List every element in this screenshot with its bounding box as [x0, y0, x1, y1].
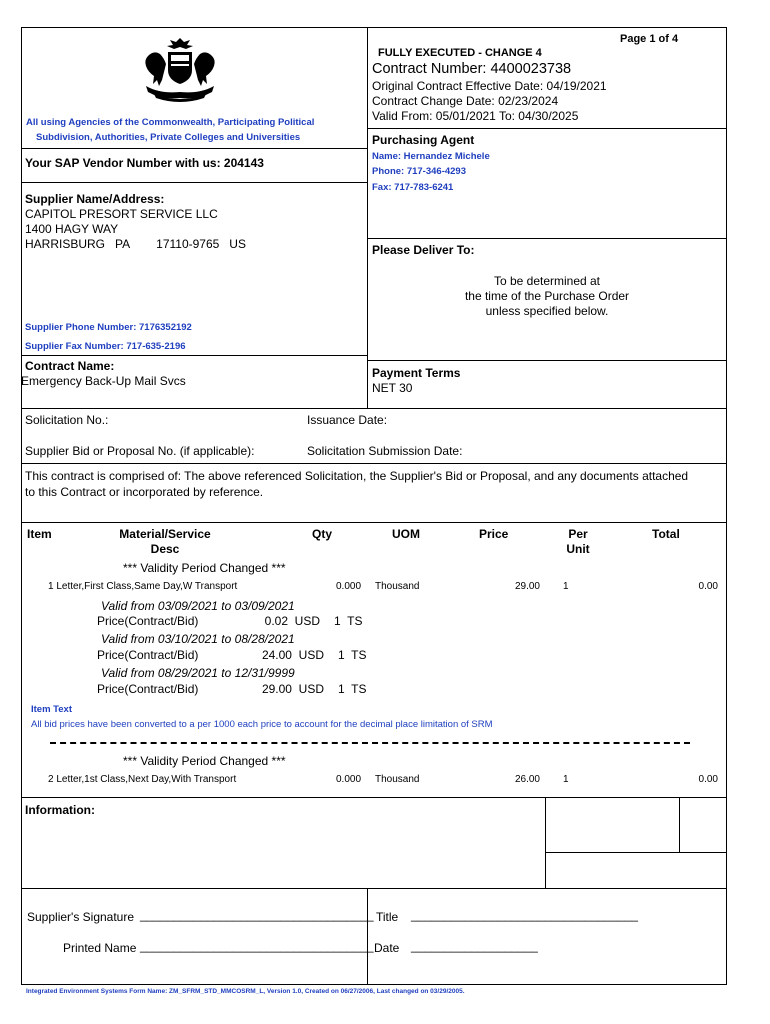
col-desc-header: Desc: [150, 542, 180, 556]
solicitation-number: Solicitation No.:: [25, 413, 109, 427]
form-footer: Integrated Environment Systems Form Name: ZM_SFRM_STD_MMCOSRM_L, Version 1.0, Created on 06/27/2006, Last changed on 03/29/2005.: [26, 988, 465, 995]
item1-per: 1: [563, 581, 569, 592]
divider-comprised: [21, 463, 727, 464]
item1-qty: 0.000: [336, 581, 362, 592]
supplier-signature-blank[interactable]: ___________________________________: [140, 908, 374, 922]
sap-vendor-number: Your SAP Vendor Number with us: 204143: [25, 156, 264, 170]
commonwealth-seal-icon: [140, 36, 220, 102]
agencies-line1: All using Agencies of the Commonwealth, Participating Political: [26, 117, 315, 128]
item-separator: [50, 742, 690, 744]
divider-deliver: [367, 360, 727, 361]
contract-change-date: Contract Change Date: 02/23/2024: [372, 94, 559, 108]
supplier-title: Supplier Name/Address:: [25, 192, 165, 206]
printed-name-blank[interactable]: ___________________________________: [140, 939, 374, 953]
date-blank[interactable]: ___________________: [411, 939, 538, 953]
comprised-line2: to this Contract or incorporated by reference.: [25, 485, 264, 499]
item1-period1-unit: 1 TS: [334, 614, 363, 628]
page-indicator: Page 1 of 4: [620, 33, 679, 45]
validity-changed-2: *** Validity Period Changed ***: [123, 754, 286, 768]
item1-period2-valid: Valid from 03/10/2021 to 08/28/2021: [101, 632, 295, 646]
divider-agencies: [21, 148, 367, 149]
divider-header-right: [367, 128, 727, 129]
divider-contract-name-left: [21, 355, 367, 356]
item1-total: 0.00: [698, 581, 718, 592]
agent-fax: Fax: 717-783-6241: [372, 182, 454, 193]
title-label: Title: [376, 910, 399, 924]
col-item-header: Item: [27, 527, 52, 541]
item1-uom: Thousand: [375, 581, 420, 592]
item1-period1-amount: 0.02 USD: [264, 614, 320, 628]
agent-name: Name: Hernandez Michele: [372, 151, 490, 162]
supplier-signature-label: Supplier's Signature: [27, 910, 135, 924]
divider-info-col1: [545, 797, 546, 888]
divider-signature-mid: [367, 888, 368, 984]
item1-period3-unit: 1 TS: [338, 682, 367, 696]
divider-information: [21, 797, 727, 798]
item1-period3-amount: 29.00 USD: [261, 682, 324, 696]
col-total-header: Total: [652, 527, 680, 541]
supplier-name: CAPITOL PRESORT SERVICE LLC: [25, 207, 218, 221]
col-material-header: Material/Service: [119, 527, 211, 541]
item2-qty: 0.000: [336, 774, 362, 785]
printed-name-label: Printed Name: [63, 941, 137, 955]
agent-phone: Phone: 717-346-4293: [372, 166, 466, 177]
item1-period1-label: Price(Contract/Bid): [97, 614, 199, 628]
purchasing-agent-title: Purchasing Agent: [372, 133, 475, 147]
divider-info-col2: [679, 797, 680, 852]
validity-changed-1: *** Validity Period Changed ***: [123, 561, 286, 575]
supplier-bid-number: Supplier Bid or Proposal No. (if applicable):: [25, 444, 255, 458]
original-effective-date: Original Contract Effective Date: 04/19/2021: [372, 79, 607, 93]
divider-signature: [21, 888, 727, 889]
item1-period2-label: Price(Contract/Bid): [97, 648, 199, 662]
frame-top: [21, 27, 727, 28]
title-blank[interactable]: __________________________________: [411, 908, 638, 922]
item2-per: 1: [563, 774, 569, 785]
payment-terms-value: NET 30: [372, 381, 413, 395]
col-unit-header: Unit: [566, 542, 590, 556]
deliver-title: Please Deliver To:: [372, 243, 475, 257]
information-label: Information:: [25, 803, 95, 817]
item2-price: 26.00: [514, 774, 540, 785]
item2-desc: 2 Letter,1st Class,Next Day,With Transport: [48, 774, 237, 785]
supplier-city: HARRISBURG PA 17110-9765 US: [25, 237, 246, 251]
item1-period3-label: Price(Contract/Bid): [97, 682, 199, 696]
col-qty-header: Qty: [312, 527, 333, 541]
item1-period2-amount: 24.00 USD: [261, 648, 324, 662]
contract-number: Contract Number: 4400023738: [372, 61, 572, 77]
col-per-header: Per: [568, 527, 588, 541]
issuance-date: Issuance Date:: [307, 413, 388, 427]
col-price-header: Price: [479, 527, 509, 541]
divider-info-mid: [545, 852, 727, 853]
item-text: All bid prices have been converted to a per 1000 each price to account for the decimal place limitation of SRM: [31, 719, 493, 730]
deliver-line1: To be determined at: [493, 274, 601, 288]
agencies-line2: Subdivision, Authorities, Private Colleges and Universities: [36, 132, 301, 143]
deliver-line2: the time of the Purchase Order: [464, 289, 630, 303]
divider-solicitation: [21, 408, 727, 409]
valid-dates: Valid From: 05/01/2021 To: 04/30/2025: [372, 109, 579, 123]
frame-right: [726, 27, 727, 985]
item2-uom: Thousand: [375, 774, 420, 785]
divider-sap: [21, 182, 367, 183]
col-uom-header: UOM: [392, 527, 420, 541]
date-label: Date: [374, 941, 400, 955]
solicitation-submission-date: Solicitation Submission Date:: [307, 444, 463, 458]
divider-agent: [367, 238, 727, 239]
deliver-line3: unless specified below.: [485, 304, 609, 318]
comprised-line1: This contract is comprised of: The above referenced Solicitation, the Supplier's Bid or Proposal, and any documents attached: [25, 469, 689, 483]
item1-period2-unit: 1 TS: [338, 648, 367, 662]
item2-total: 0.00: [698, 774, 718, 785]
payment-terms-label: Payment Terms: [372, 366, 461, 380]
item1-period3-valid: Valid from 08/29/2021 to 12/31/9999: [101, 666, 295, 680]
divider-mid: [367, 27, 368, 409]
supplier-phone: Supplier Phone Number: 7176352192: [25, 322, 192, 333]
frame-left: [21, 27, 22, 985]
supplier-fax: Supplier Fax Number: 717-635-2196: [25, 341, 186, 352]
item1-period1-valid: Valid from 03/09/2021 to 03/09/2021: [101, 599, 295, 613]
contract-name-value: Emergency Back-Up Mail Svcs: [21, 374, 186, 388]
frame-bottom: [21, 984, 727, 985]
contract-name-label: Contract Name:: [25, 359, 115, 373]
supplier-street: 1400 HAGY WAY: [25, 222, 119, 236]
item-text-label: Item Text: [31, 704, 73, 715]
item1-desc: 1 Letter,First Class,Same Day,W Transport: [48, 581, 238, 592]
contract-status: FULLY EXECUTED - CHANGE 4: [378, 47, 542, 59]
item1-price: 29.00: [514, 581, 540, 592]
divider-table-head: [21, 522, 727, 523]
